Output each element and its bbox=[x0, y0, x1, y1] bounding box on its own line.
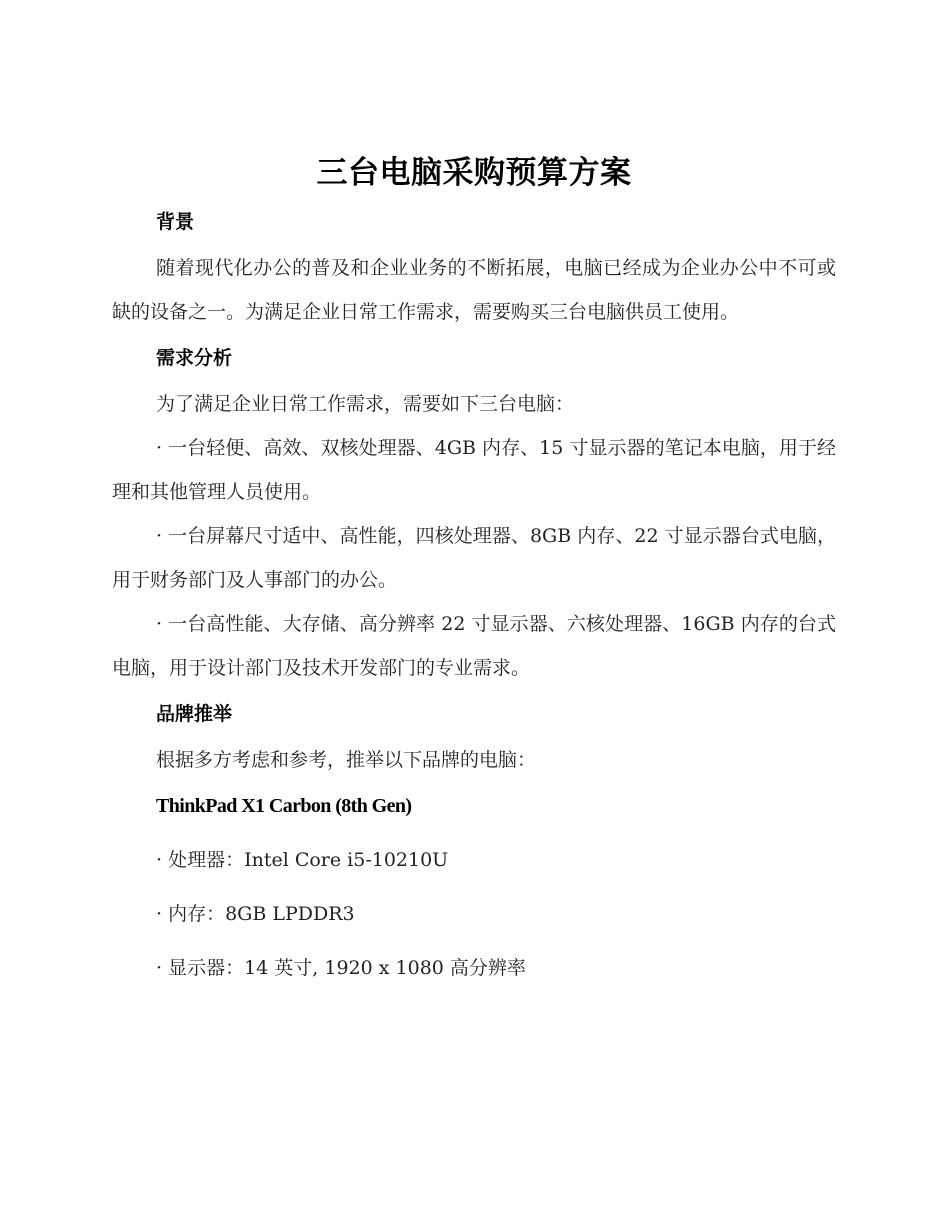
spec-display: · 显示器：14 英寸, 1920 x 1080 高分辨率 bbox=[156, 957, 526, 979]
product-name: ThinkPad X1 Carbon (8th Gen) bbox=[156, 795, 412, 817]
document-title: 三台电脑采购预算方案 bbox=[316, 155, 632, 191]
heading-brand-recommendation: 品牌推举 bbox=[156, 703, 233, 725]
paragraph-background: 随着现代化办公的普及和企业业务的不断拓展，电脑已经成为企业办公中不可或缺的设备之一。为满足企业日常工作需求，需要购买三台电脑供员工使用。 bbox=[112, 257, 836, 323]
paragraph-brand-intro: 根据多方考虑和参考，推举以下品牌的电脑： bbox=[156, 749, 537, 771]
list-item-desktop-finance-need: · 一台屏幕尺寸适中、高性能，四核处理器、8GB 内存、22 寸显示器台式电脑，用于财务部门及人事部门的办公。 bbox=[112, 525, 836, 591]
spec-memory: · 内存：8GB LPDDR3 bbox=[156, 903, 355, 925]
heading-needs-analysis: 需求分析 bbox=[156, 347, 233, 369]
list-item-desktop-design-need: · 一台高性能、大存储、高分辨率 22 寸显示器、六核处理器、16GB 内存的台式电脑，用于设计部门及技术开发部门的专业需求。 bbox=[112, 613, 836, 679]
list-item-laptop-need: · 一台轻便、高效、双核处理器、4GB 内存、15 寸显示器的笔记本电脑，用于经理和其他管理人员使用。 bbox=[112, 437, 836, 503]
paragraph-needs-intro: 为了满足企业日常工作需求，需要如下三台电脑： bbox=[156, 393, 575, 415]
document-body bbox=[112, 150, 836, 982]
spec-processor: · 处理器：Intel Core i5-10210U bbox=[156, 849, 449, 871]
heading-background: 背景 bbox=[156, 211, 195, 233]
